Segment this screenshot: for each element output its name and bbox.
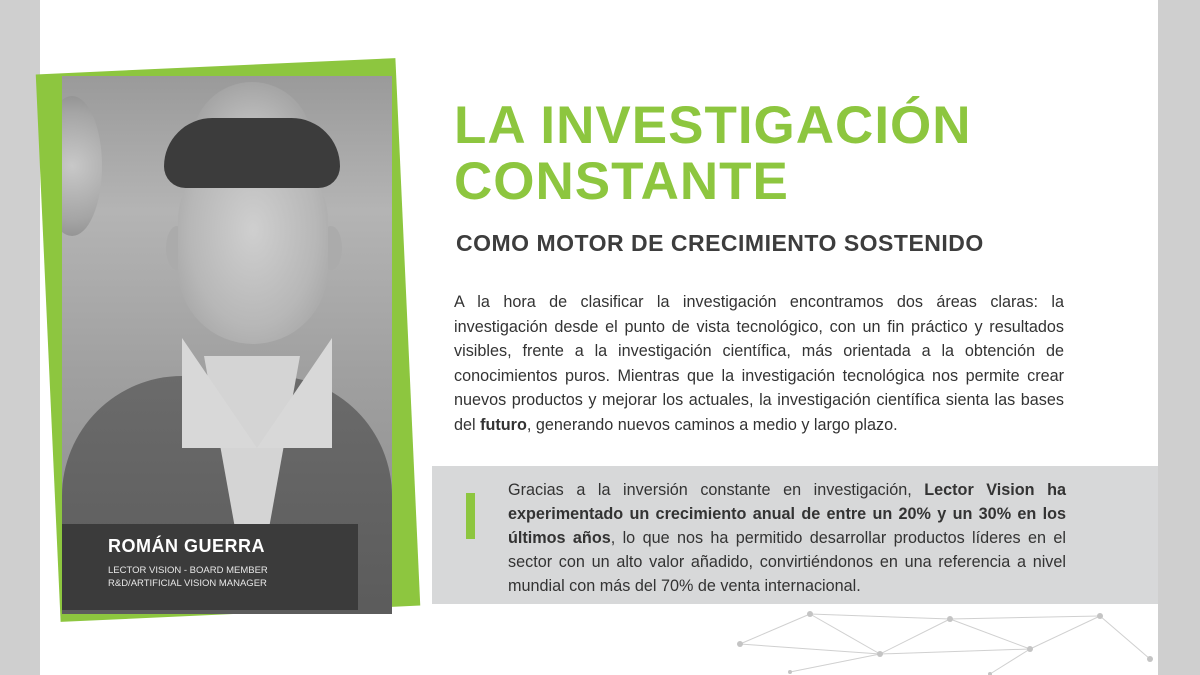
article-title: LA INVESTIGACIÓN CONSTANTE (454, 96, 972, 211)
body-emphasis: futuro (480, 415, 527, 434)
profile-role (108, 564, 358, 590)
profile-role-line: R&D/ARTIFICIAL VISION MANAGER (108, 578, 267, 589)
quote-emphasis: Lector Vision ha experimentado un crecimiento anual de entre un 20% y un 30% en los últimos años (508, 481, 1066, 547)
profile-caption (62, 524, 358, 610)
article-body (454, 290, 1064, 437)
pull-quote (508, 478, 1066, 598)
article-subtitle: COMO MOTOR DE CRECIMIENTO SOSTENIDO (456, 230, 984, 256)
profile-role-line: LECTOR VISION - BOARD MEMBER (108, 565, 268, 576)
hair-shape (164, 118, 340, 188)
profile-name: ROMÁN GUERRA (108, 536, 265, 556)
network-decoration (730, 604, 1158, 675)
body-text: , generando nuevos caminos a medio y largo plazo. (526, 415, 898, 434)
wall-clock-shape (62, 96, 102, 236)
quote-text: , lo que nos ha permitido desarrollar productos líderes en el sector con un alto valor añadido, convirtiéndonos en una referencia a nivel mundial con más del 70% de venta internacional. (508, 529, 1066, 595)
quote-text: Gracias a la inversión constante en investigación, (508, 481, 925, 499)
body-text: A la hora de clasificar la investigación encontramos dos áreas claras: la investigación desde el punto de vista tecnológico, con un fin práctico y resultados visibles, frente a la investigación científica, más orientada a la obtención de conocimientos puros. Mientras que la investigación tecnológica nos permite crear nuevos productos y mejorar los actuales, la investigación científica sienta las bases del (454, 293, 1064, 434)
quote-accent-bar (466, 493, 475, 539)
